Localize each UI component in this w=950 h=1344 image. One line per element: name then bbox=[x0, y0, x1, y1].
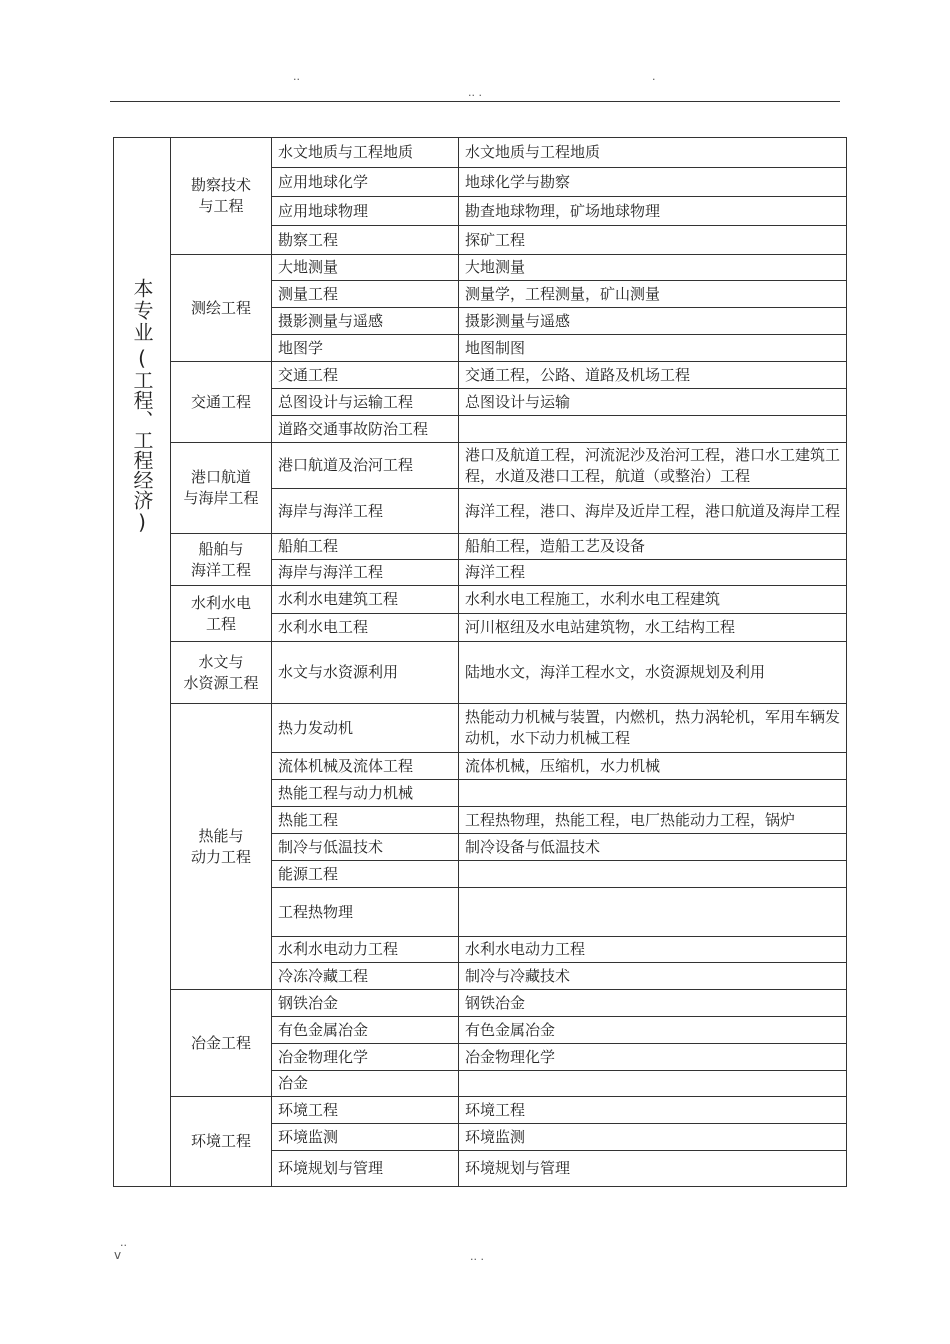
old-major-cell: 流体机械，压缩机，水力机械 bbox=[459, 753, 847, 780]
old-major-cell: 有色金属冶金 bbox=[459, 1017, 847, 1044]
new-major-cell: 勘察工程 bbox=[272, 226, 459, 255]
new-major-cell: 港口航道及治河工程 bbox=[272, 443, 459, 489]
old-major-cell: 环境工程 bbox=[459, 1097, 847, 1124]
discipline-group-cell: 水文与 水资源工程 bbox=[171, 642, 272, 704]
new-major-cell: 应用地球化学 bbox=[272, 168, 459, 197]
category-sublabel: (工程、工程经济) bbox=[130, 346, 154, 534]
discipline-group-cell: 勘察技术 与工程 bbox=[171, 138, 272, 255]
table-row bbox=[114, 642, 847, 704]
old-major-cell: 摄影测量与遥感 bbox=[459, 308, 847, 335]
new-major-cell: 有色金属冶金 bbox=[272, 1017, 459, 1044]
old-major-cell bbox=[459, 888, 847, 937]
header-mark-left: .. bbox=[293, 70, 300, 83]
discipline-group-cell: 热能与 动力工程 bbox=[171, 704, 272, 990]
discipline-group-cell: 港口航道 与海岸工程 bbox=[171, 443, 272, 534]
discipline-group-cell: 船舶与 海洋工程 bbox=[171, 534, 272, 586]
old-major-cell: 海洋工程 bbox=[459, 560, 847, 586]
old-major-cell: 港口及航道工程，河流泥沙及治河工程，港口水工建筑工程，水道及港口工程，航道（或整治）工程 bbox=[459, 443, 847, 489]
new-major-cell: 热能工程与动力机械 bbox=[272, 780, 459, 807]
table-row bbox=[114, 443, 847, 489]
table-row bbox=[114, 990, 847, 1017]
new-major-cell: 总图设计与运输工程 bbox=[272, 389, 459, 416]
new-major-cell: 海岸与海洋工程 bbox=[272, 489, 459, 534]
footer-mark-left-top: .. bbox=[120, 1236, 127, 1249]
old-major-cell: 交通工程，公路、道路及机场工程 bbox=[459, 362, 847, 389]
old-major-cell: 大地测量 bbox=[459, 255, 847, 281]
footer-mark-center: .. . bbox=[470, 1250, 484, 1263]
old-major-cell bbox=[459, 416, 847, 443]
new-major-cell: 冷冻冷藏工程 bbox=[272, 963, 459, 990]
new-major-cell: 水文与水资源利用 bbox=[272, 642, 459, 704]
new-major-cell: 环境工程 bbox=[272, 1097, 459, 1124]
old-major-cell: 环境规划与管理 bbox=[459, 1151, 847, 1187]
old-major-cell: 探矿工程 bbox=[459, 226, 847, 255]
new-major-cell: 测量工程 bbox=[272, 281, 459, 308]
old-major-cell: 钢铁冶金 bbox=[459, 990, 847, 1017]
new-major-cell: 船舶工程 bbox=[272, 534, 459, 560]
new-major-cell: 水利水电动力工程 bbox=[272, 937, 459, 963]
old-major-cell bbox=[459, 1071, 847, 1097]
old-major-cell: 水文地质与工程地质 bbox=[459, 138, 847, 168]
old-major-cell: 制冷设备与低温技术 bbox=[459, 834, 847, 861]
discipline-group-cell: 测绘工程 bbox=[171, 255, 272, 362]
old-major-cell: 热能动力机械与装置，内燃机，热力涡轮机，军用车辆发动机，水下动力机械工程 bbox=[459, 704, 847, 753]
old-major-cell bbox=[459, 861, 847, 888]
table-row bbox=[114, 586, 847, 614]
major-equivalence-table bbox=[113, 137, 847, 1187]
new-major-cell: 交通工程 bbox=[272, 362, 459, 389]
new-major-cell: 应用地球物理 bbox=[272, 197, 459, 226]
new-major-cell: 冶金 bbox=[272, 1071, 459, 1097]
new-major-cell: 能源工程 bbox=[272, 861, 459, 888]
header-mark-center: .. . bbox=[468, 86, 482, 99]
old-major-cell: 环境监测 bbox=[459, 1124, 847, 1151]
new-major-cell: 摄影测量与遥感 bbox=[272, 308, 459, 335]
old-major-cell: 地图制图 bbox=[459, 335, 847, 362]
discipline-group-cell: 交通工程 bbox=[171, 362, 272, 443]
old-major-cell: 制冷与冷藏技术 bbox=[459, 963, 847, 990]
new-major-cell: 钢铁冶金 bbox=[272, 990, 459, 1017]
new-major-cell: 热能工程 bbox=[272, 807, 459, 834]
new-major-cell: 热力发动机 bbox=[272, 704, 459, 753]
footer-mark-left: v bbox=[114, 1248, 122, 1262]
old-major-cell: 工程热物理，热能工程，电厂热能动力工程，锅炉 bbox=[459, 807, 847, 834]
new-major-cell: 冶金物理化学 bbox=[272, 1044, 459, 1071]
old-major-cell bbox=[459, 780, 847, 807]
table-row bbox=[114, 138, 847, 168]
new-major-cell: 流体机械及流体工程 bbox=[272, 753, 459, 780]
new-major-cell: 地图学 bbox=[272, 335, 459, 362]
new-major-cell: 工程热物理 bbox=[272, 888, 459, 937]
table-row bbox=[114, 255, 847, 281]
discipline-group-cell: 水利水电 工程 bbox=[171, 586, 272, 642]
new-major-cell: 制冷与低温技术 bbox=[272, 834, 459, 861]
new-major-cell: 大地测量 bbox=[272, 255, 459, 281]
old-major-cell: 地球化学与勘察 bbox=[459, 168, 847, 197]
new-major-cell: 水文地质与工程地质 bbox=[272, 138, 459, 168]
new-major-cell: 水利水电建筑工程 bbox=[272, 586, 459, 614]
new-major-cell: 环境规划与管理 bbox=[272, 1151, 459, 1187]
table-row bbox=[114, 534, 847, 560]
new-major-cell: 海岸与海洋工程 bbox=[272, 560, 459, 586]
discipline-group-cell: 环境工程 bbox=[171, 1097, 272, 1187]
new-major-cell: 水利水电工程 bbox=[272, 614, 459, 642]
old-major-cell: 测量学，工程测量，矿山测量 bbox=[459, 281, 847, 308]
new-major-cell: 道路交通事故防治工程 bbox=[272, 416, 459, 443]
header-rule bbox=[110, 101, 840, 102]
discipline-group-cell: 冶金工程 bbox=[171, 990, 272, 1097]
category-label: 本专业 bbox=[130, 278, 154, 344]
table-row bbox=[114, 362, 847, 389]
table-row bbox=[114, 704, 847, 753]
table-row bbox=[114, 1097, 847, 1124]
old-major-cell: 河川枢纽及水电站建筑物，水工结构工程 bbox=[459, 614, 847, 642]
old-major-cell: 水利水电动力工程 bbox=[459, 937, 847, 963]
old-major-cell: 海洋工程，港口、海岸及近岸工程，港口航道及海岸工程 bbox=[459, 489, 847, 534]
old-major-cell: 船舶工程，造船工艺及设备 bbox=[459, 534, 847, 560]
old-major-cell: 冶金物理化学 bbox=[459, 1044, 847, 1071]
old-major-cell: 勘查地球物理，矿场地球物理 bbox=[459, 197, 847, 226]
old-major-cell: 总图设计与运输 bbox=[459, 389, 847, 416]
old-major-cell: 陆地水文，海洋工程水文，水资源规划及利用 bbox=[459, 642, 847, 704]
old-major-cell: 水利水电工程施工，水利水电工程建筑 bbox=[459, 586, 847, 614]
header-mark-right: . bbox=[652, 70, 656, 83]
category-cell bbox=[114, 138, 171, 1187]
new-major-cell: 环境监测 bbox=[272, 1124, 459, 1151]
